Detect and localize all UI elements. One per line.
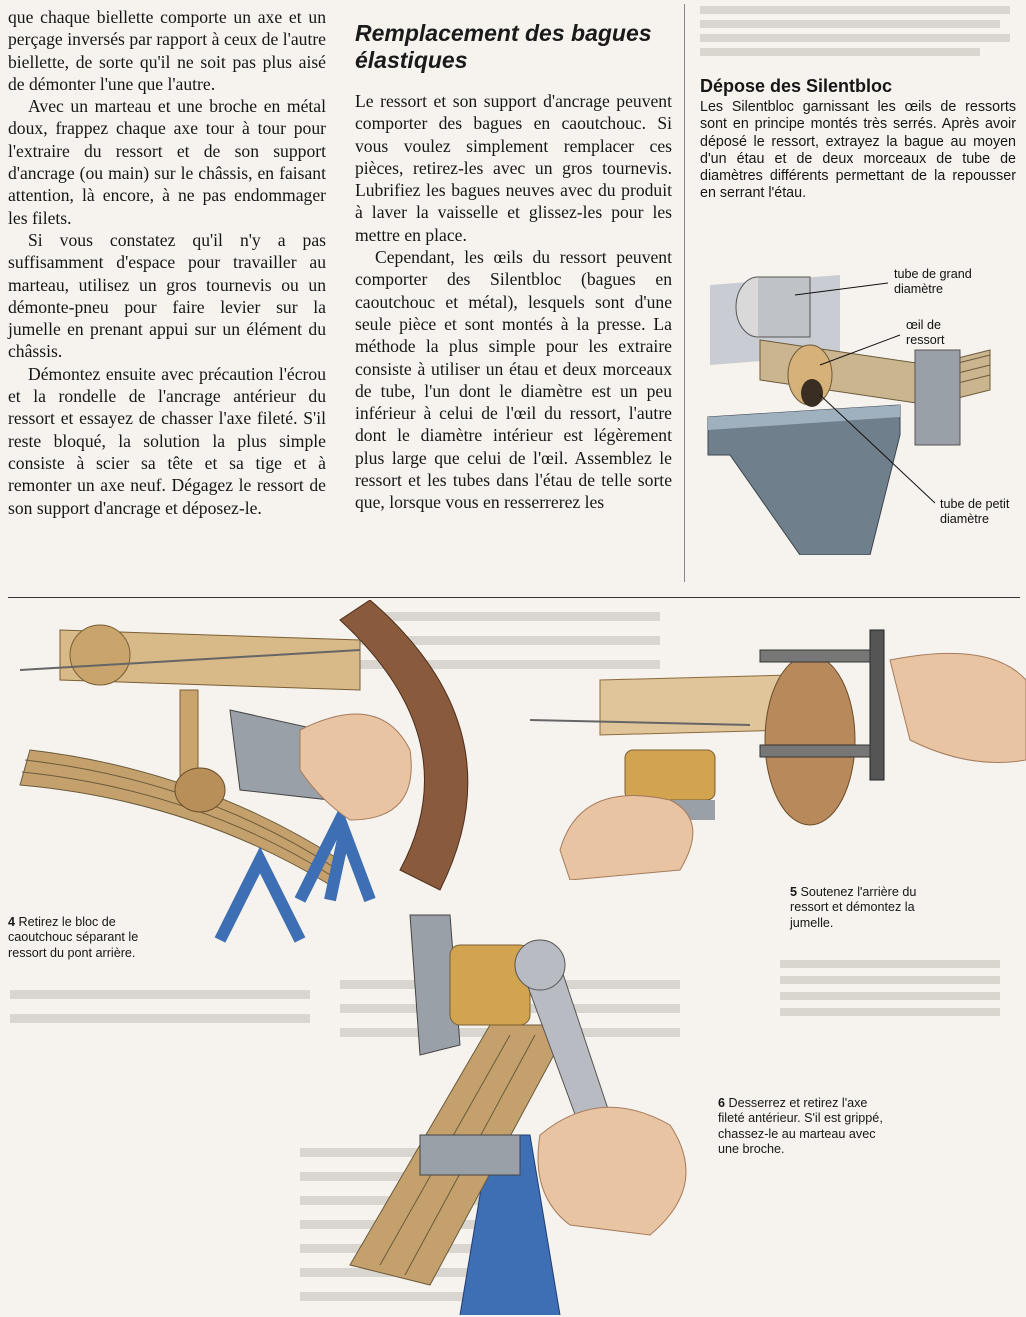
label-large-tube: tube de grand diamètre bbox=[894, 267, 972, 296]
paragraph: Démontez ensuite avec précaution l'écrou et la rondelle de l'ancrage antérieur du ressort et essayez de chasser l'axe fileté. S'il reste bloqué, la solution la plus simple consiste à scier sa tête et sa tige et à remonter un axe neuf. Dégagez le ressort de son support d'ancrage et déposez-le. bbox=[8, 363, 326, 518]
caption-text: Retirez le bloc de caoutchouc séparant le ressort du pont arrière. bbox=[8, 915, 139, 960]
text-column-1 bbox=[8, 6, 326, 519]
caption-text: Soutenez l'arrière du ressort et démontez la jumelle. bbox=[790, 885, 917, 930]
caption-step-4 bbox=[8, 915, 178, 961]
caption-number: 4 bbox=[8, 915, 16, 929]
column-divider bbox=[684, 4, 685, 582]
paragraph: que chaque biellette comporte un axe et un perçage inversés par rapport à ceux de l'autre biellette, de sorte qu'il ne soit pas plus aisé de démonter l'une que l'autre. bbox=[8, 7, 326, 94]
paragraph: Cependant, les œils du ressort peuvent comporter des Silentbloc (bagues en caoutchouc et métal), lesquels sont d'une seule pièce et sont montés à la presse. La méthode la plus simple pour les extraire consiste à utiliser un étau et deux morceaux de tube, l'un dont le diamètre est un peu inférieur à celui de l'œil du ressort, l'autre dont le diamètre intérieur est légèrement plus large que celui de l'œil. Assemblez le ressort et les tubes dans l'étau de telle sorte que, lorsque vous en resserrerez les bbox=[355, 247, 672, 513]
label-small-tube: tube de petit diamètre bbox=[940, 497, 1010, 526]
section-heading: Remplacement des bagues élastiques bbox=[355, 20, 652, 73]
illustration-step-5 bbox=[530, 620, 1026, 880]
caption-step-6 bbox=[718, 1096, 888, 1158]
paragraph: Le ressort et son support d'ancrage peuvent comporter des bagues en caoutchouc. Si vous voulez simplement remplacer ces pièces, retirez-les avec un gros tournevis. Lubrifiez les bagues neuves avec du produit à laver la vaisselle et glissez-les pour les mettre en place. bbox=[355, 91, 672, 245]
caption-step-5 bbox=[790, 885, 950, 931]
paragraph: Si vous constatez qu'il n'y a pas suffisamment d'espace pour travailler au marteau, utilisez un gros tournevis ou un démonte-pneu pour faire levier sur la jumelle en prenant appui sur un élément du châssis. bbox=[8, 229, 326, 362]
caption-text: Desserrez et retirez l'axe fileté antérieur. S'il est grippé, chassez-le au marteau avec une broche. bbox=[718, 1096, 883, 1157]
paragraph: Avec un marteau et une broche en métal doux, frappez chaque axe tour à tour pour l'extraire du ressort et de son support d'ancrage (ou main) sur le châssis, en faisant attention, là encore, à ne pas endommager les filets. bbox=[8, 96, 326, 228]
illustration-step-6 bbox=[340, 905, 720, 1315]
caption-number: 5 bbox=[790, 885, 798, 899]
label-spring-eye: œil de ressort bbox=[906, 318, 945, 347]
text-column-3 bbox=[700, 76, 1016, 203]
box-heading: Dépose des Silentbloc bbox=[700, 76, 893, 96]
caption-number: 6 bbox=[718, 1096, 726, 1110]
section-rule bbox=[8, 597, 1020, 598]
paragraph: Les Silentbloc garnissant les œils de ressorts sont en principe montés très serrés. Après avoir déposé le ressort, extrayez la bague au moyen d'un étau et de deux morceaux de tube de diamètres différents permettant de la repousser en serrant l'étau. bbox=[700, 99, 1016, 202]
text-column-2 bbox=[355, 6, 672, 514]
